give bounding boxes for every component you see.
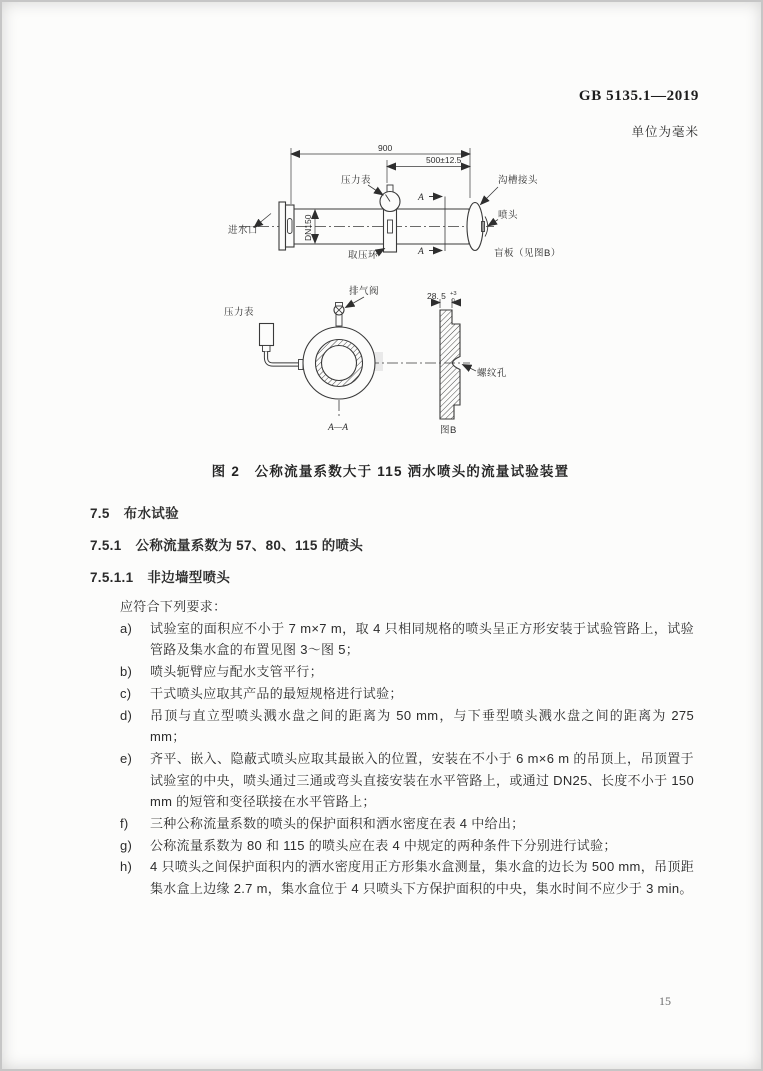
item-label: e) xyxy=(120,750,133,766)
list-item-e xyxy=(120,748,694,813)
heading-number: 7.5.1 xyxy=(90,538,122,553)
pressure-gauge-2-label: 压力表 xyxy=(224,307,255,318)
item-label: b) xyxy=(120,664,133,680)
dim-900-label: 900 xyxy=(378,143,393,153)
item-text: 4 只喷头之间保护面积内的洒水密度用正方形集水盒测量，集水盒的边长为 500 mm，吊顶距集水盒上边缘 2.7 m，集水盒位于 4 只喷头下方保护面积的中央，集水时间不应少于 3 min。 xyxy=(150,859,694,897)
figure-2-drawing xyxy=(2,2,763,447)
item-text: 喷头轭臂应与配水支管平行； xyxy=(150,664,323,680)
pipe-dn-label: DN150 xyxy=(303,214,313,241)
item-text: 三种公称流量系数的喷头的保护面积和洒水密度在表 4 中给出； xyxy=(150,816,525,832)
heading-number: 7.5 xyxy=(90,506,110,521)
blind-plate-label: 盲板（见图B） xyxy=(494,248,561,259)
item-text: 吊顶与直立型喷头溅水盘之间的距离为 50 mm，与下垂型喷头溅水盘之间的距离为 275 mm； xyxy=(150,707,694,745)
section-marker-bottom: A xyxy=(418,247,424,257)
dim-28-5-label: 28. 5 xyxy=(427,291,446,301)
document-body xyxy=(90,505,694,900)
figure-b-label: 图B xyxy=(440,425,457,436)
list-item-b xyxy=(120,661,694,683)
item-label: a) xyxy=(120,620,133,636)
item-text: 干式喷头应取其产品的最短规格进行试验； xyxy=(150,685,403,701)
dim-28-5-tol-upper: +3 xyxy=(450,291,457,297)
item-label: h) xyxy=(120,859,133,875)
threaded-hole-label: 螺纹孔 xyxy=(477,368,508,379)
grooved-coupling-label: 沟槽接头 xyxy=(498,175,539,186)
section-title-label: A—A xyxy=(328,423,349,433)
item-label: g) xyxy=(120,837,133,853)
dim-28-5-tol-lower: 0 xyxy=(451,298,455,304)
item-text: 公称流量系数为 80 和 115 的喷头应在表 4 中规定的两种条件下分别进行试验； xyxy=(150,837,617,853)
heading-7-5-1 xyxy=(90,537,694,555)
page-number: 15 xyxy=(659,994,671,1008)
water-inlet-label: 进水口 xyxy=(228,225,259,236)
unit-note: 单位为毫米 xyxy=(631,125,699,139)
section-marker-top: A xyxy=(418,193,424,203)
heading-number: 7.5.1.1 xyxy=(90,570,134,585)
item-label: c) xyxy=(120,685,132,701)
figure-b-plate xyxy=(433,299,476,419)
heading-title: 公称流量系数为 57、80、115 的喷头 xyxy=(135,538,364,553)
section-a-a-view xyxy=(260,297,471,416)
dim-500-label: 500±12.5 xyxy=(426,155,462,165)
list-item-d xyxy=(120,705,694,748)
standard-code: GB 5135.1—2019 xyxy=(578,88,699,104)
item-text: 试验室的面积应不小于 7 m×7 m，取 4 只相同规格的喷头呈正方形安装于试验管路上，试验管路及集水盒的布置见图 3～图 5； xyxy=(150,620,694,658)
requirements-list xyxy=(120,618,694,900)
heading-7-5-1-1 xyxy=(90,569,694,587)
item-label: f) xyxy=(120,816,129,832)
heading-7-5 xyxy=(90,505,694,523)
heading-title: 非边墙型喷头 xyxy=(147,570,231,585)
item-label: d) xyxy=(120,707,133,723)
list-item-f xyxy=(120,813,694,835)
list-item-g xyxy=(120,835,694,857)
exhaust-valve-label: 排气阀 xyxy=(349,286,380,297)
sprinkler-label: 喷头 xyxy=(498,210,519,221)
pressure-ring-label: 取压环 xyxy=(348,250,379,261)
list-item-h xyxy=(120,856,694,899)
list-item-c xyxy=(120,683,694,705)
requirements-intro: 应符合下列要求： xyxy=(120,599,227,614)
list-item-a xyxy=(120,618,694,661)
item-text: 齐平、嵌入、隐蔽式喷头应取其最嵌入的位置，安装在不小于 6 m×6 m 的吊顶上，吊顶置于试验室的中央，喷头通过三通或弯头直接安装在水平管路上，或通过 DN25、长度不小于 150 mm 的短管和变径联接在水平管路上； xyxy=(150,750,694,810)
figure-caption: 图 2 公称流量系数大于 115 洒水喷头的流量试验装置 xyxy=(211,464,570,479)
heading-title: 布水试验 xyxy=(123,506,179,521)
pressure-gauge-label: 压力表 xyxy=(341,175,372,186)
